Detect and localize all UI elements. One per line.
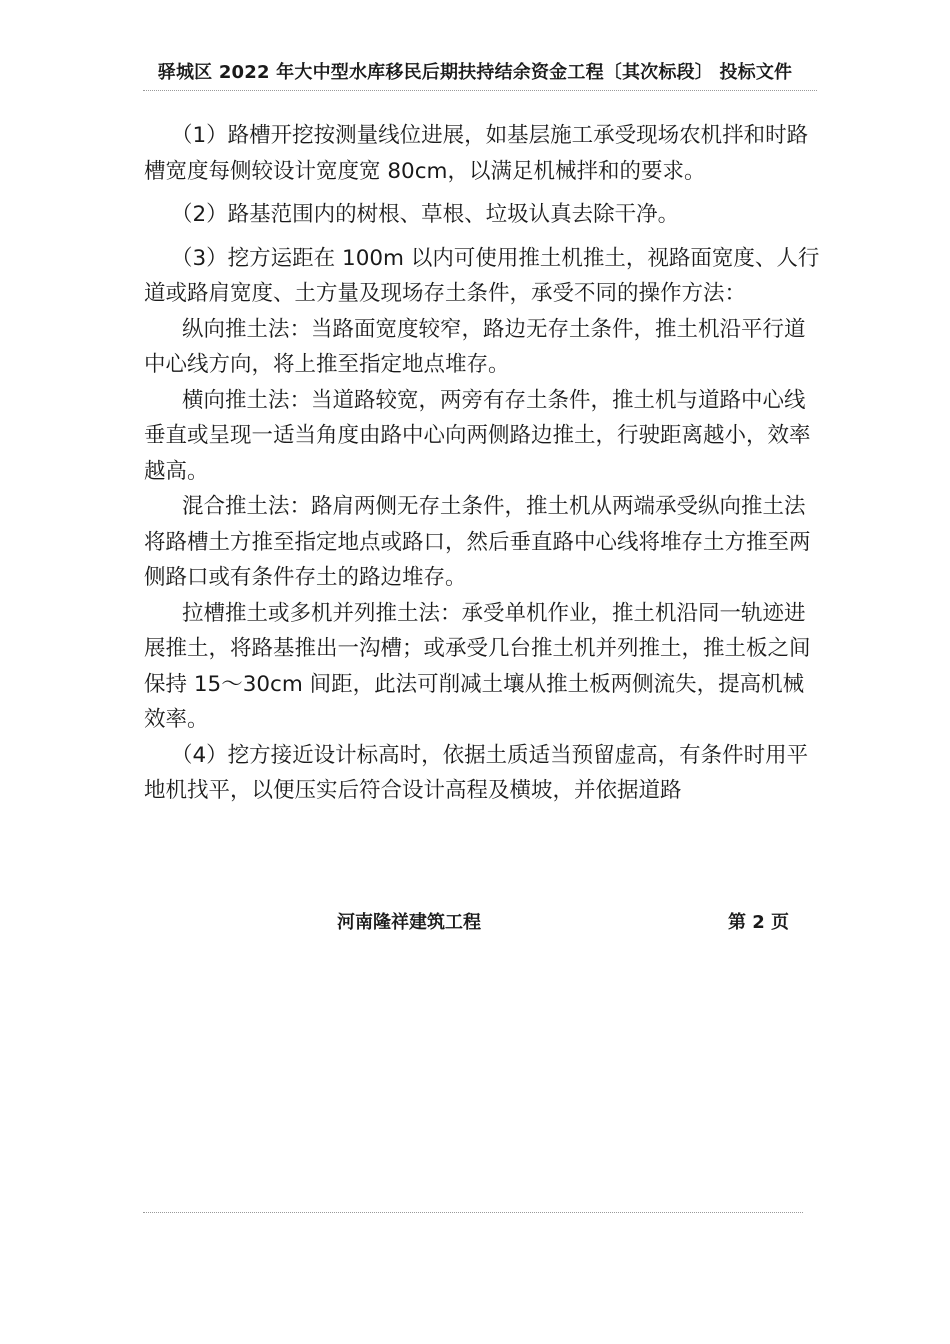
document-header-title: 驿城区 2022 年大中型水库移民后期扶持结余资金工程〔其次标段〕 投标文件 <box>157 62 793 83</box>
footer-company: 河南隆祥建筑工程 <box>337 912 481 933</box>
footer-page-number: 第 2 页 <box>728 912 790 933</box>
header-divider <box>143 90 817 91</box>
paragraph-transverse-method: 横向推土法：当道路较宽，两旁有存土条件，推土机与道路中心线垂直或呈现一适当角度由路中心向两侧路边推土，行驶距离越小，效率越高。 <box>144 387 811 484</box>
paragraph-2: （2）路基范围内的树根、草根、垃圾认真去除干净。 <box>171 202 680 227</box>
paragraph-longitudinal-method: 纵向推土法：当路面宽度较窄，路边无存土条件，推土机沿平行道中心线方向，将上推至指定地点堆存。 <box>144 316 806 377</box>
paragraph-1: （1）路槽开挖按测量线位进展，如基层施工承受现场农机拌和时路槽宽度每侧较设计宽度宽 80cm，以满足机械拌和的要求。 <box>144 123 809 184</box>
paragraph-mixed-method: 混合推土法：路肩两侧无存土条件，推土机从两端承受纵向推土法将路槽土方推至指定地点或路口，然后垂直路中心线将堆存土方推至两侧路口或有条件存土的路边堆存。 <box>144 494 811 590</box>
paragraph-4: （4）挖方接近设计标高时，依据土质适当预留虚高，有条件时用平地机找平，以便压实后符合设计高程及横坡，并依据道路 <box>144 742 809 803</box>
bottom-divider <box>143 1212 803 1213</box>
paragraph-trench-method: 拉槽推土或多机并列推土法：承受单机作业，推土机沿同一轨迹进展推土，将路基推出一沟槽；或承受几台推土机并列推土，推土板之间保持 15～30cm 间距，此法可削减土壤从推土板两侧流失，提高机械效率。 <box>144 600 811 732</box>
paragraph-3: （3）挖方运距在 100m 以内可使用推土机推土，视路面宽度、人行道或路肩宽度、土方量及现场存土条件，承受不同的操作方法： <box>144 245 820 306</box>
document-body <box>144 118 824 809</box>
